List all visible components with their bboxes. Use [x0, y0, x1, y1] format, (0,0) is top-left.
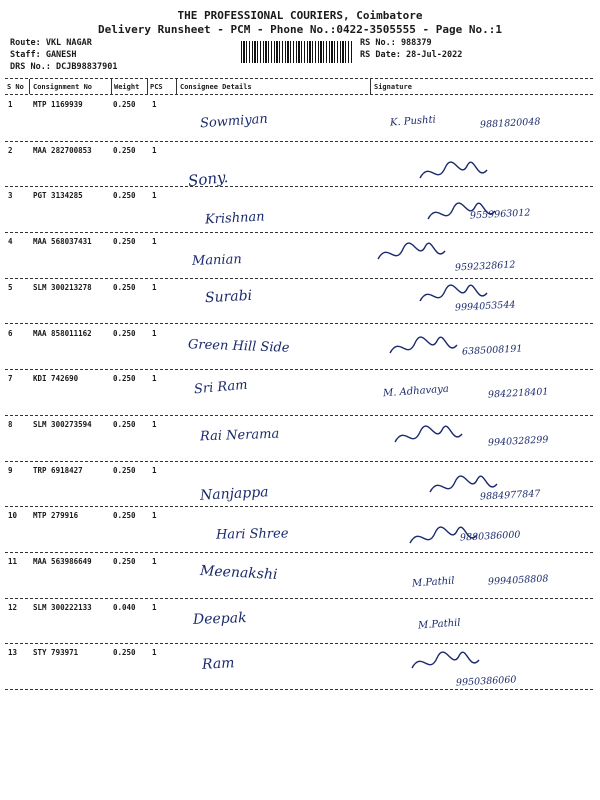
row-consignment-no: SLM 300213278: [33, 282, 92, 292]
row-sno: 13: [8, 648, 18, 658]
row-signature-phone: 9940328299: [487, 434, 549, 449]
row-consignee-handwriting: Ram: [201, 655, 235, 674]
row-consignment-no: SLM 300273594: [33, 419, 92, 429]
signature-scribble: [385, 333, 465, 363]
table-row: [0, 553, 600, 599]
row-sno: 6: [8, 328, 13, 338]
row-consignee-handwriting: Nanjappa: [199, 483, 269, 504]
row-consignment-no: TRP 6918427: [33, 465, 83, 475]
row-signature: M. Adhavaya: [382, 383, 450, 400]
row-pcs: 1: [152, 557, 157, 566]
table-row: [0, 507, 600, 553]
row-signature: M.Pathil: [411, 575, 455, 590]
row-consignee-handwriting: Hari Shree: [215, 526, 289, 543]
row-consignee-handwriting: Rai Nerama: [199, 426, 280, 445]
row-sno: 12: [8, 602, 18, 612]
row-consignment-no: MAA 858011162: [33, 328, 92, 338]
row-weight: 0.250: [113, 145, 136, 155]
row-sno: 1: [8, 100, 13, 109]
table-row: [0, 142, 600, 188]
table-row: [0, 233, 600, 279]
col-divider: [29, 79, 30, 94]
table-row: [0, 370, 600, 416]
row-sno: 5: [8, 282, 13, 292]
row-sno: 10: [8, 511, 18, 521]
table-row: [0, 96, 600, 142]
row-consignment-no: MTP 279916: [33, 511, 79, 521]
row-pcs: 1: [152, 511, 157, 521]
row-consignee-handwriting: Sony.: [187, 167, 230, 190]
row-consignment-no: STY 793971: [33, 648, 79, 658]
signature-scribble: [415, 158, 495, 188]
row-pcs: 1: [152, 145, 157, 155]
row-signature-phone: 9559963012: [469, 207, 531, 222]
row-pcs: 1: [152, 282, 157, 292]
row-signature: M.Pathil: [417, 617, 461, 632]
col-weight: Weight: [114, 83, 140, 91]
row-weight: 0.250: [113, 328, 136, 338]
row-pcs: 1: [152, 419, 157, 429]
row-signature-phone: 6385008191: [461, 342, 523, 358]
row-weight: 0.250: [113, 648, 136, 658]
row-weight: 0.250: [113, 374, 136, 384]
row-consignee-handwriting: Krishnan: [204, 209, 265, 228]
row-signature-phone: 9881820048: [479, 116, 541, 131]
row-pcs: 1: [152, 465, 157, 475]
col-divider: [176, 79, 177, 94]
row-consignment-no: MTP 1169939: [33, 100, 83, 109]
col-divider: [147, 79, 148, 94]
row-signature: K. Pushti: [389, 114, 437, 129]
row-consignment-no: PGT 3134285: [33, 191, 83, 201]
route-label: Route: VKL NAGAR: [10, 38, 92, 48]
header-rule-bottom: [5, 94, 593, 95]
row-sno: 9: [8, 465, 13, 475]
row-pcs: 1: [152, 374, 157, 384]
row-weight: 0.250: [113, 511, 136, 521]
row-pcs: 1: [152, 191, 157, 201]
row-signature-phone: 9994058808: [487, 573, 549, 588]
row-consignee-handwriting: Deepak: [192, 609, 247, 628]
table-row: [0, 279, 600, 325]
row-consignee-handwriting: Green Hill Side: [187, 336, 290, 356]
row-signature-phone: 9842218401: [487, 386, 549, 401]
col-consignee: Consignee Details: [180, 83, 252, 91]
runsheet-title: Delivery Runsheet - PCM - Phone No.:0422-3505555 - Page No.:1: [98, 23, 502, 36]
col-divider: [111, 79, 112, 94]
row-signature-phone: 9994053544: [454, 299, 516, 314]
row-pcs: 1: [152, 648, 157, 658]
row-sno: 3: [8, 191, 13, 201]
row-sno: 2: [8, 145, 13, 155]
row-pcs: 1: [152, 100, 157, 109]
row-consignment-no: SLM 300222133: [33, 602, 92, 612]
row-consignment-no: MAA 568037431: [33, 237, 92, 247]
row-consignee-handwriting: Sowmiyan: [199, 111, 269, 132]
col-divider: [370, 79, 371, 94]
row-consignment-no: MAA 282700853: [33, 145, 92, 155]
row-weight: 0.250: [113, 237, 136, 247]
company-title: THE PROFESSIONAL COURIERS, Coimbatore: [177, 9, 423, 22]
row-sno: 8: [8, 419, 13, 429]
col-signature: Signature: [374, 83, 412, 91]
rs-number: RS No.: 988379: [360, 38, 432, 48]
row-consignee-handwriting: Surabi: [204, 287, 253, 307]
table-row: [0, 325, 600, 371]
row-signature-phone: 9592328612: [454, 259, 516, 274]
row-consignee-handwriting: Manian: [191, 252, 242, 269]
table-row: [0, 599, 600, 645]
row-consignment-no: KDI 742690: [33, 374, 79, 384]
table-row: [0, 644, 600, 690]
row-weight: 0.250: [113, 465, 136, 475]
rs-date: RS Date: 28-Jul-2022: [360, 50, 463, 60]
signature-scribble: [390, 422, 470, 452]
barcode: [241, 41, 353, 63]
row-signature-phone: 9884977847: [479, 488, 541, 503]
col-pcs: PCS: [150, 83, 163, 91]
signature-scribble: [373, 239, 453, 269]
table-row: [0, 416, 600, 462]
col-consignment: Consignment No: [33, 83, 93, 91]
header-rule-top: [5, 78, 593, 79]
row-sno: 11: [8, 557, 18, 566]
row-divider: [5, 689, 593, 690]
row-consignee-handwriting: Meenakshi: [199, 562, 278, 584]
row-weight: 0.040: [113, 602, 136, 612]
table-row: [0, 462, 600, 508]
col-sno: S No: [7, 83, 24, 91]
row-weight: 0.250: [113, 419, 136, 429]
row-pcs: 1: [152, 602, 157, 612]
staff-label: Staff: GANESH: [10, 50, 77, 60]
row-consignee-handwriting: Sri Ram: [193, 377, 249, 398]
signature-scribble: [407, 648, 487, 678]
row-sno: 4: [8, 237, 13, 247]
row-pcs: 1: [152, 328, 157, 338]
row-consignment-no: MAA 563986649: [33, 557, 92, 566]
row-sno: 7: [8, 374, 13, 384]
row-signature-phone: 9950386060: [455, 674, 517, 689]
drs-number: DRS No.: DCJB98837901: [10, 62, 118, 72]
row-pcs: 1: [152, 237, 157, 247]
row-weight: 0.250: [113, 557, 136, 566]
row-weight: 0.250: [113, 100, 136, 109]
row-signature-phone: 9880386000: [459, 529, 521, 544]
table-row: [0, 187, 600, 233]
row-weight: 0.250: [113, 191, 136, 201]
row-weight: 0.250: [113, 282, 136, 292]
